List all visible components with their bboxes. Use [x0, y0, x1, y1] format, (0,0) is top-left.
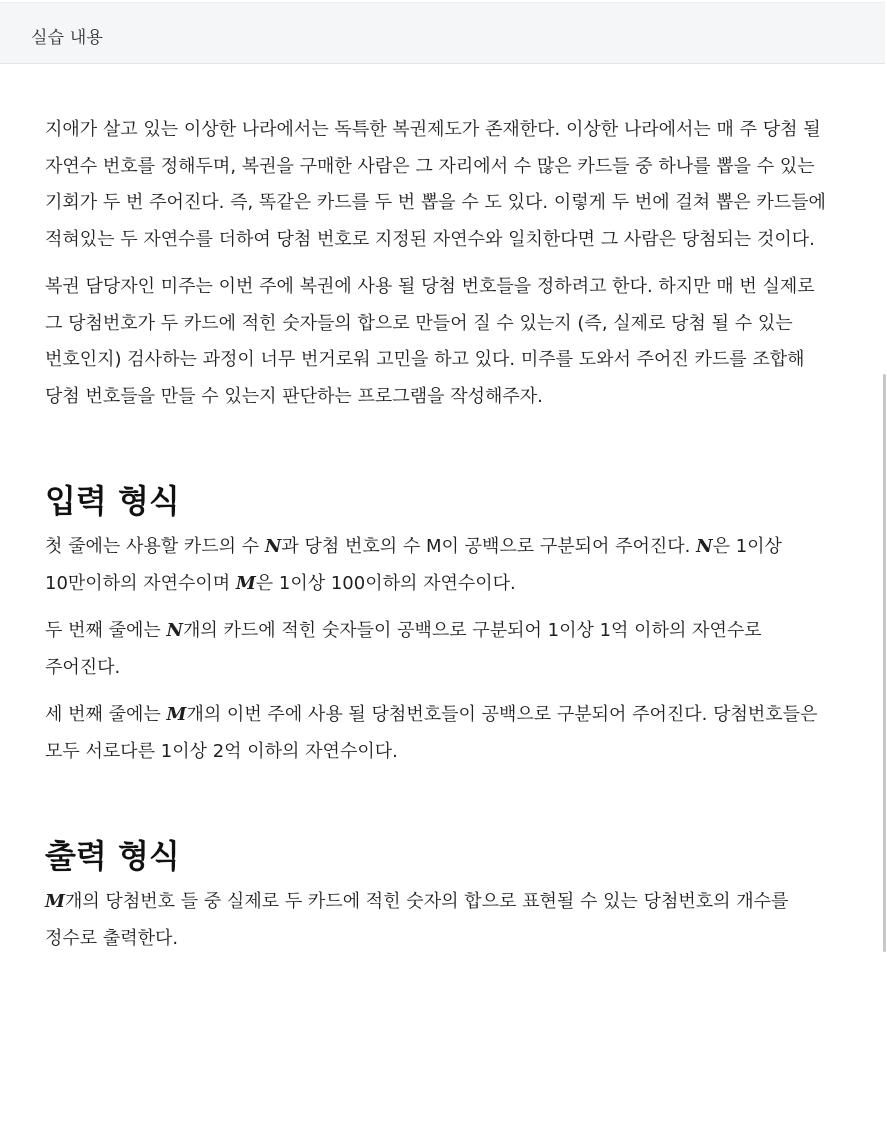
math-variable: M [45, 891, 65, 912]
input-format-heading: 입력 형식 [45, 482, 180, 520]
problem-description-paragraph: 복권 담당자인 미주는 이번 주에 복권에 사용 될 당첨 번호들을 정하려고 한다. 하지만 매 번 실제로 그 당첨번호가 두 카드에 적힌 숫자들의 합으로 만들어 질 수 있는지 (즉, 실제로 당첨 될 수 있는 번호인지) 검사하는 과정이 너무 번거로워 고민을 하고 있다. 미주를 도와서 주어진 카드를 조합해 당첨 번호들을 만들 수 있는지 판단하는 프로그램을 작성해주자. [45, 276, 815, 407]
content-tab-header [0, 2, 885, 64]
text-fragment: 은 1이상 10만이하의 자연수이며 [45, 536, 782, 594]
problem-content [45, 112, 837, 968]
input-format-line [45, 697, 837, 770]
tab-title: 실습 내용 [31, 28, 104, 48]
text-fragment: 과 당첨 번호의 수 M이 공백으로 구분되어 주어진다. [281, 536, 697, 557]
math-variable: N [166, 620, 183, 641]
math-variable: N [696, 536, 713, 557]
text-fragment: 은 1이상 100이하의 자연수이다. [255, 572, 516, 594]
output-format-heading: 출력 형식 [45, 837, 180, 875]
input-format-line [45, 529, 837, 602]
input-format-line [45, 613, 837, 686]
text-fragment: 두 번째 줄에는 [45, 620, 167, 641]
problem-description-paragraph: 지애가 살고 있는 이상한 나라에서는 독특한 복권제도가 존재한다. 이상한 나라에서는 매 주 당첨 될 자연수 번호를 정해두며, 복권을 구매한 사람은 그 자리에서 수 많은 카드들 중 하나를 뽑을 수 있는 기회가 두 번 주어진다. 즉, 똑같은 카드를 두 번 뽑을 수 도 있다. 이렇게 두 번에 걸쳐 뽑은 카드들에 적혀있는 두 자연수를 더하여 당첨 번호로 지정된 자연수와 일치한다면 그 사람은 당첨되는 것이다. [45, 119, 826, 250]
math-variable: N [264, 536, 282, 557]
math-variable: M [235, 572, 256, 594]
text-fragment: 세 번째 줄에는 [45, 704, 167, 725]
text-fragment: 개의 카드에 적힌 숫자들이 공백으로 구분되어 1이상 1억 이하의 자연수로 주어진다. [45, 620, 762, 678]
text-fragment: 개의 당첨번호 들 중 실제로 두 카드에 적힌 숫자의 합으로 표현될 수 있는 당첨번호의 개수를 정수로 출력한다. [45, 891, 789, 949]
text-fragment: 개의 이번 주에 사용 될 당첨번호들이 공백으로 구분되어 주어진다. 당첨번호들은 모두 서로다른 1이상 2억 이하의 자연수이다. [45, 704, 818, 762]
output-format-line [45, 884, 837, 957]
scrollbar-thumb[interactable] [883, 374, 886, 952]
math-variable: M [166, 704, 187, 725]
text-fragment: 첫 줄에는 사용할 카드의 수 [45, 536, 265, 557]
